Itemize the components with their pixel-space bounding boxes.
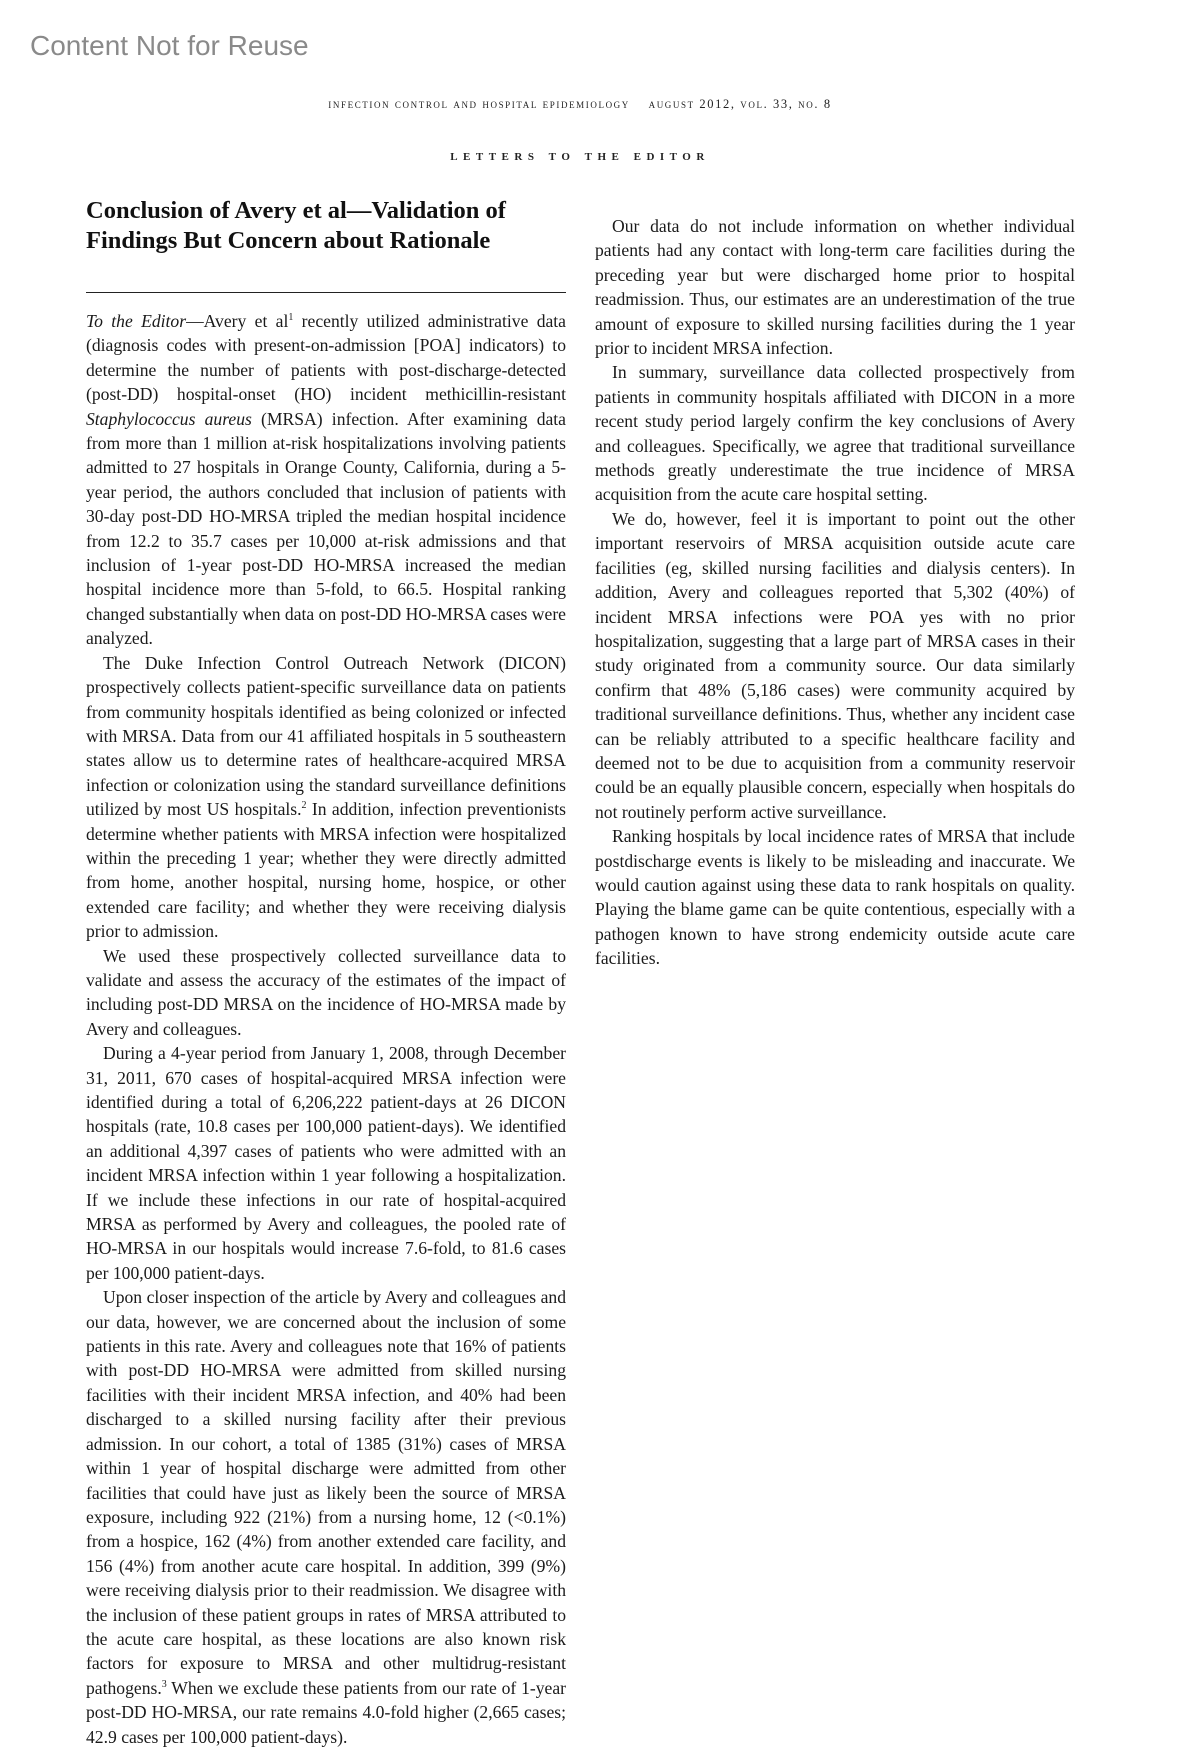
- reference-2: 2: [301, 800, 307, 812]
- paragraph-5: [86, 1285, 566, 1749]
- left-column: [86, 196, 566, 1749]
- paragraph-text: When we exclude these patients from our rate of 1-year post-DD HO-MRSA, our rate remains 4.0-fold higher (2,665 cases; 42.9 cases per 100,000 patient-days).: [86, 1677, 566, 1747]
- paragraph-4: During a 4-year period from January 1, 2008, through December 31, 2011, 670 cases of hospital-acquired MRSA infection were identified during a total of 6,206,222 patient-days at 26 DICON hospitals (rate, 10.8 cases per 100,000 patient-days). We identified an additional 4,397 cases of patients who were admitted with an incident MRSA infection within 1 year following a hospitalization. If we include these infections in our rate of hospital-acquired MRSA as performed by Avery and colleagues, the pooled rate of HO-MRSA in our hospitals would increase 7.6-fold, to 81.6 cases per 100,000 patient-days.: [86, 1043, 566, 1283]
- salutation: To the Editor: [86, 311, 187, 331]
- paragraph-3: We used these prospectively collected surveillance data to validate and assess the accuracy of the estimates of the impact of including post-DD MRSA on the incidence of HO-MRSA made by Avery and colleagues.: [86, 945, 566, 1039]
- section-heading: letters to the editor: [450, 148, 710, 164]
- running-head: [0, 97, 1160, 112]
- paragraph-9: Ranking hospitals by local incidence rates of MRSA that include postdischarge events is likely to be misleading and inaccurate. We would caution against using these data to rank hospitals on quality. Playing the blame game can be quite contentious, especially with a pathogen known to have strong endemicity outside acute care facilities.: [595, 826, 1075, 969]
- right-column: [595, 214, 1075, 971]
- paragraph-text: (MRSA) infection. After examining data from more than 1 million at-risk hospitalizations involving patients admitted to 27 hospitals in Orange County, California, during a 5-year period, the authors concluded that inclusion of patients with 30-day post-DD HO-MRSA tripled the median hospital incidence from 12.2 to 35.7 cases per 10,000 at-risk admissions and that inclusion of 1-year post-DD HO-MRSA increased the median hospital incidence more than 5-fold, to 66.5. Hospital ranking changed substantially when data on post-DD HO-MRSA cases were analyzed.: [86, 408, 566, 649]
- journal-name: infection control and hospital epidemiology: [328, 97, 630, 111]
- paragraph-7: In summary, surveillance data collected prospectively from patients in community hospitals affiliated with DICON in a more recent study period largely confirm the key conclusions of Avery and colleagues. Specifically, we agree that traditional surveillance methods greatly underestimate the true incidence of MRSA acquisition from the acute care hospital setting.: [595, 362, 1075, 505]
- watermark: Content Not for Reuse: [30, 30, 309, 61]
- title-rule: [86, 292, 566, 293]
- issue-info: august 2012, vol. 33, no. 8: [648, 97, 832, 111]
- reference-3: 3: [161, 1678, 167, 1690]
- paragraph-text: Upon closer inspection of the article by Avery and colleagues and our data, however, we are concerned about the inclusion of some patients in this rate. Avery and colleagues note that 16% of patients with post-DD HO-MRSA were admitted from skilled nursing facilities with their incident MRSA infection, and 40% had been discharged to a skilled nursing facility after their previous admission. In our cohort, a total of 1385 (31%) cases of MRSA within 1 year of hospital discharge were admitted from other facilities that could have just as likely been the source of MRSA exposure, including 922 (21%) from a nursing home, 12 (<0.1%) from a hospice, 162 (4%) from another extended care facility, and 156 (4%) from another acute care hospital. In addition, 399 (9%) were receiving dialysis prior to their readmission. We disagree with the inclusion of these patient groups in rates of MRSA attributed to the acute care hospital, as these locations are also known risk factors for exposure to MRSA and other multidrug-resistant pathogens.: [86, 1287, 566, 1698]
- paragraph-1: [86, 309, 566, 651]
- paragraph-text: recently utilized administrative data (diagnosis codes with present-on-admission [POA] indicators) to determine the number of patients with post-discharge-detected (post-DD) hospital-onset (HO) incident methicillin-resistant: [86, 311, 566, 405]
- paragraph-8: We do, however, feel it is important to point out the other important reservoirs of MRSA acquisition outside acute care facilities (eg, skilled nursing facilities and dialysis centers). In addition, Avery and colleagues reported that 5,302 (40%) of incident MRSA infections were POA yes with no prior hospitalization, suggesting that a large part of MRSA cases in their study originated from a community source. Our data similarly confirm that 48% (5,186 cases) were community acquired by traditional surveillance definitions. Thus, whether any incident case can be reliably attributed to a specific healthcare facility and deemed not to be due to acquisition from a community reservoir could be an equally plausible concern, especially when hospitals do not routinely perform active surveillance.: [595, 508, 1075, 822]
- paragraph-text: The Duke Infection Control Outreach Network (DICON) prospectively collects patient-specific surveillance data on patients from community hospitals identified as being colonized or infected with MRSA. Data from our 41 affiliated hospitals in 5 southeastern states allow us to determine rates of healthcare-acquired MRSA infection or colonization using the standard surveillance definitions utilized by most US hospitals.: [86, 652, 566, 820]
- species-name: Staphylococcus aureus: [86, 408, 252, 429]
- paragraph-2: [86, 651, 566, 944]
- article-title: Conclusion of Avery et al—Validation of Findings But Concern about Rationale: [86, 197, 506, 254]
- paragraph-text: —Avery et al: [186, 311, 289, 331]
- paragraph-text: In addition, infection preventionists determine whether patients with MRSA infection were hospitalized within the preceding 1 year; whether they were directly admitted from home, another hospital, nursing home, hospice, or other extended care facility; and whether they were receiving dialysis prior to admission.: [86, 799, 566, 942]
- reference-1: 1: [288, 312, 294, 324]
- paragraph-6: Our data do not include information on whether individual patients had any contact with long-term care facilities during the preceding year but were discharged home prior to hospital readmission. Thus, our estimates are an underestimation of the true amount of exposure to skilled nursing facilities during the 1 year prior to incident MRSA infection.: [595, 216, 1075, 359]
